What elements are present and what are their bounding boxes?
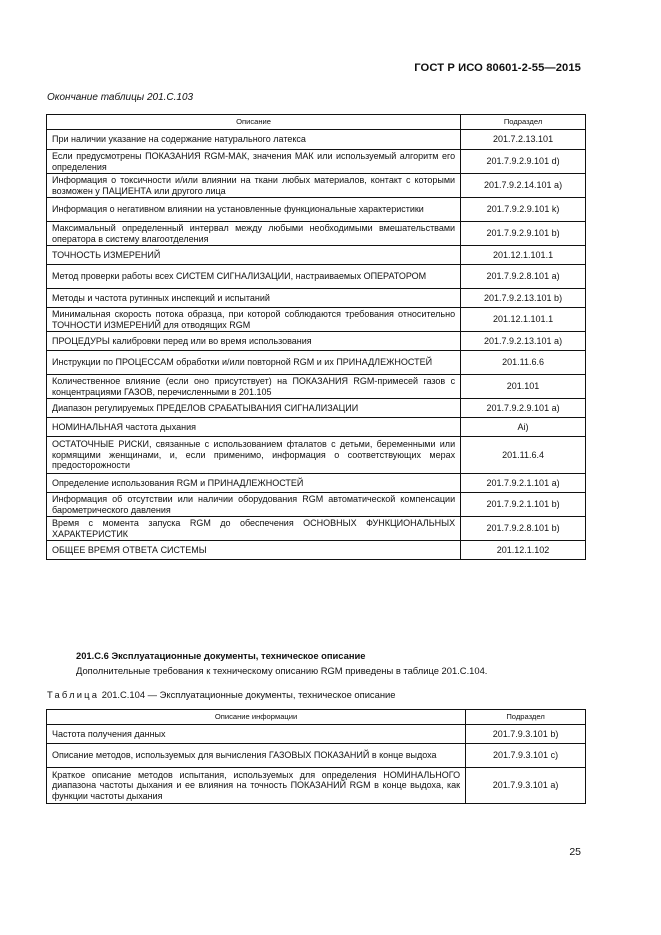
row-subsection: 201.7.9.2.9.101 d) bbox=[461, 150, 586, 174]
table-header-row bbox=[47, 115, 586, 130]
row-subsection: 201.7.9.2.13.101 a) bbox=[461, 332, 586, 351]
column-header-subsection: Подраздел bbox=[461, 115, 586, 130]
row-subsection: 201.7.9.2.9.101 k) bbox=[461, 198, 586, 222]
row-subsection: 201.7.9.2.14.101 a) bbox=[461, 174, 586, 198]
table-header-row bbox=[47, 710, 586, 725]
row-description: ОСТАТОЧНЫЕ РИСКИ, связанные с использованием фталатов с детьми, беременными или кормящими женщинами, и, если применимо, информация о соответствующих мерах предосторожности bbox=[47, 437, 461, 474]
standard-header: ГОСТ Р ИСО 80601-2-55—2015 bbox=[414, 62, 581, 74]
row-description: Методы и частота рутинных инспекций и испытаний bbox=[47, 289, 461, 308]
table-row bbox=[47, 399, 586, 418]
column-header-description: Описание bbox=[47, 115, 461, 130]
page-number: 25 bbox=[569, 846, 581, 858]
row-description: Время с момента запуска RGM до обеспечения ОСНОВНЫХ ФУНКЦИОНАЛЬНЫХ ХАРАКТЕРИСТИК bbox=[47, 517, 461, 541]
table-row bbox=[47, 418, 586, 437]
row-subsection: 201.7.9.2.13.101 b) bbox=[461, 289, 586, 308]
row-subsection: 201.7.9.2.1.101 b) bbox=[461, 493, 586, 517]
table2-caption bbox=[47, 689, 395, 700]
table-row bbox=[47, 246, 586, 265]
column-header-subsection: Подраздел bbox=[466, 710, 586, 725]
row-description: Если предусмотрены ПОКАЗАНИЯ RGM-МАК, значения МАК или используемый алгоритм его определения bbox=[47, 150, 461, 174]
table-row bbox=[47, 768, 586, 804]
row-description: ТОЧНОСТЬ ИЗМЕРЕНИЙ bbox=[47, 246, 461, 265]
row-description: Количественное влияние (если оно присутствует) на ПОКАЗАНИЯ RGM-примесей газов с концентрациями ГАЗОВ, перечисленными в 201.105 bbox=[47, 375, 461, 399]
row-subsection: 201.11.6.6 bbox=[461, 351, 586, 375]
row-subsection: 201.7.9.2.8.101 b) bbox=[461, 517, 586, 541]
table-row bbox=[47, 744, 586, 768]
row-subsection: 201.12.1.101.1 bbox=[461, 246, 586, 265]
table-row bbox=[47, 517, 586, 541]
row-subsection: 201.7.9.2.1.101 a) bbox=[461, 474, 586, 493]
row-description: Частота получения данных bbox=[47, 725, 466, 744]
table1-caption: Окончание таблицы 201.С.103 bbox=[47, 92, 194, 103]
section-text: Дополнительные требования к техническому описанию RGM приведены в таблице 201.С.104. bbox=[76, 665, 488, 676]
row-subsection: 201.7.9.2.9.101 a) bbox=[461, 399, 586, 418]
row-description: Описание методов, используемых для вычисления ГАЗОВЫХ ПОКАЗАНИЙ в конце выдоха bbox=[47, 744, 466, 768]
row-description: Краткое описание методов испытания, используемых для определения НОМИНАЛЬНОГО диапазона частоты дыхания и ее влияния на точность ПОКАЗАНИЙ RGM в конце выдоха, как функции частоты дыхания bbox=[47, 768, 466, 804]
table-row bbox=[47, 375, 586, 399]
row-description: Определение использования RGM и ПРИНАДЛЕЖНОСТЕЙ bbox=[47, 474, 461, 493]
row-subsection: 201.7.9.3.101 a) bbox=[466, 768, 586, 804]
table-row bbox=[47, 150, 586, 174]
table-row bbox=[47, 437, 586, 474]
column-header-description: Описание информации bbox=[47, 710, 466, 725]
table-201c104 bbox=[46, 709, 586, 804]
row-description: Метод проверки работы всех СИСТЕМ СИГНАЛИЗАЦИИ, настраиваемых ОПЕРАТОРОМ bbox=[47, 265, 461, 289]
row-description: При наличии указание на содержание натурального латекса bbox=[47, 130, 461, 150]
table-row bbox=[47, 198, 586, 222]
row-subsection: 201.11.6.4 bbox=[461, 437, 586, 474]
table-row bbox=[47, 265, 586, 289]
table-row bbox=[47, 222, 586, 246]
row-subsection: 201.7.9.2.9.101 b) bbox=[461, 222, 586, 246]
table-row bbox=[47, 474, 586, 493]
row-subsection: 201.7.9.3.101 c) bbox=[466, 744, 586, 768]
section-title: 201.С.6 Эксплуатационные документы, техническое описание bbox=[76, 650, 366, 661]
row-description: Инструкции по ПРОЦЕССАМ обработки и/или повторной RGM и их ПРИНАДЛЕЖНОСТЕЙ bbox=[47, 351, 461, 375]
table-row bbox=[47, 174, 586, 198]
table-row bbox=[47, 725, 586, 744]
table-row bbox=[47, 308, 586, 332]
table-201c103 bbox=[46, 114, 586, 560]
table-row bbox=[47, 493, 586, 517]
row-subsection: 201.7.2.13.101 bbox=[461, 130, 586, 150]
table-row bbox=[47, 351, 586, 375]
row-description: Информация об отсутствии или наличии оборудования RGM автоматической компенсации барометрического давления bbox=[47, 493, 461, 517]
row-description: Максимальный определенный интервал между любыми необходимыми вмешательствами оператора в систему влагоотделения bbox=[47, 222, 461, 246]
row-description: ОБЩЕЕ ВРЕМЯ ОТВЕТА СИСТЕМЫ bbox=[47, 541, 461, 560]
row-description: Информация о токсичности и/или влиянии на ткани любых материалов, контакт с которыми возможен у ПАЦИЕНТА или другого лица bbox=[47, 174, 461, 198]
table2-caption-label: Таблица bbox=[47, 689, 100, 700]
row-description: Минимальная скорость потока образца, при которой соблюдаются требования относительно ТОЧНОСТИ ИЗМЕРЕНИЙ для отводящих RGM bbox=[47, 308, 461, 332]
table-row bbox=[47, 541, 586, 560]
row-subsection: 201.101 bbox=[461, 375, 586, 399]
row-subsection: 201.12.1.101.1 bbox=[461, 308, 586, 332]
row-subsection: 201.12.1.102 bbox=[461, 541, 586, 560]
row-subsection: Ai) bbox=[461, 418, 586, 437]
table2-caption-text: 201.С.104 — Эксплуатационные документы, техническое описание bbox=[101, 689, 396, 700]
row-subsection: 201.7.9.2.8.101 a) bbox=[461, 265, 586, 289]
row-subsection: 201.7.9.3.101 b) bbox=[466, 725, 586, 744]
table-row bbox=[47, 289, 586, 308]
table-row bbox=[47, 332, 586, 351]
row-description: НОМИНАЛЬНАЯ частота дыхания bbox=[47, 418, 461, 437]
row-description: Диапазон регулируемых ПРЕДЕЛОВ СРАБАТЫВАНИЯ СИГНАЛИЗАЦИИ bbox=[47, 399, 461, 418]
table-row bbox=[47, 130, 586, 150]
row-description: ПРОЦЕДУРЫ калибровки перед или во время использования bbox=[47, 332, 461, 351]
row-description: Информация о негативном влиянии на установленные функциональные характеристики bbox=[47, 198, 461, 222]
